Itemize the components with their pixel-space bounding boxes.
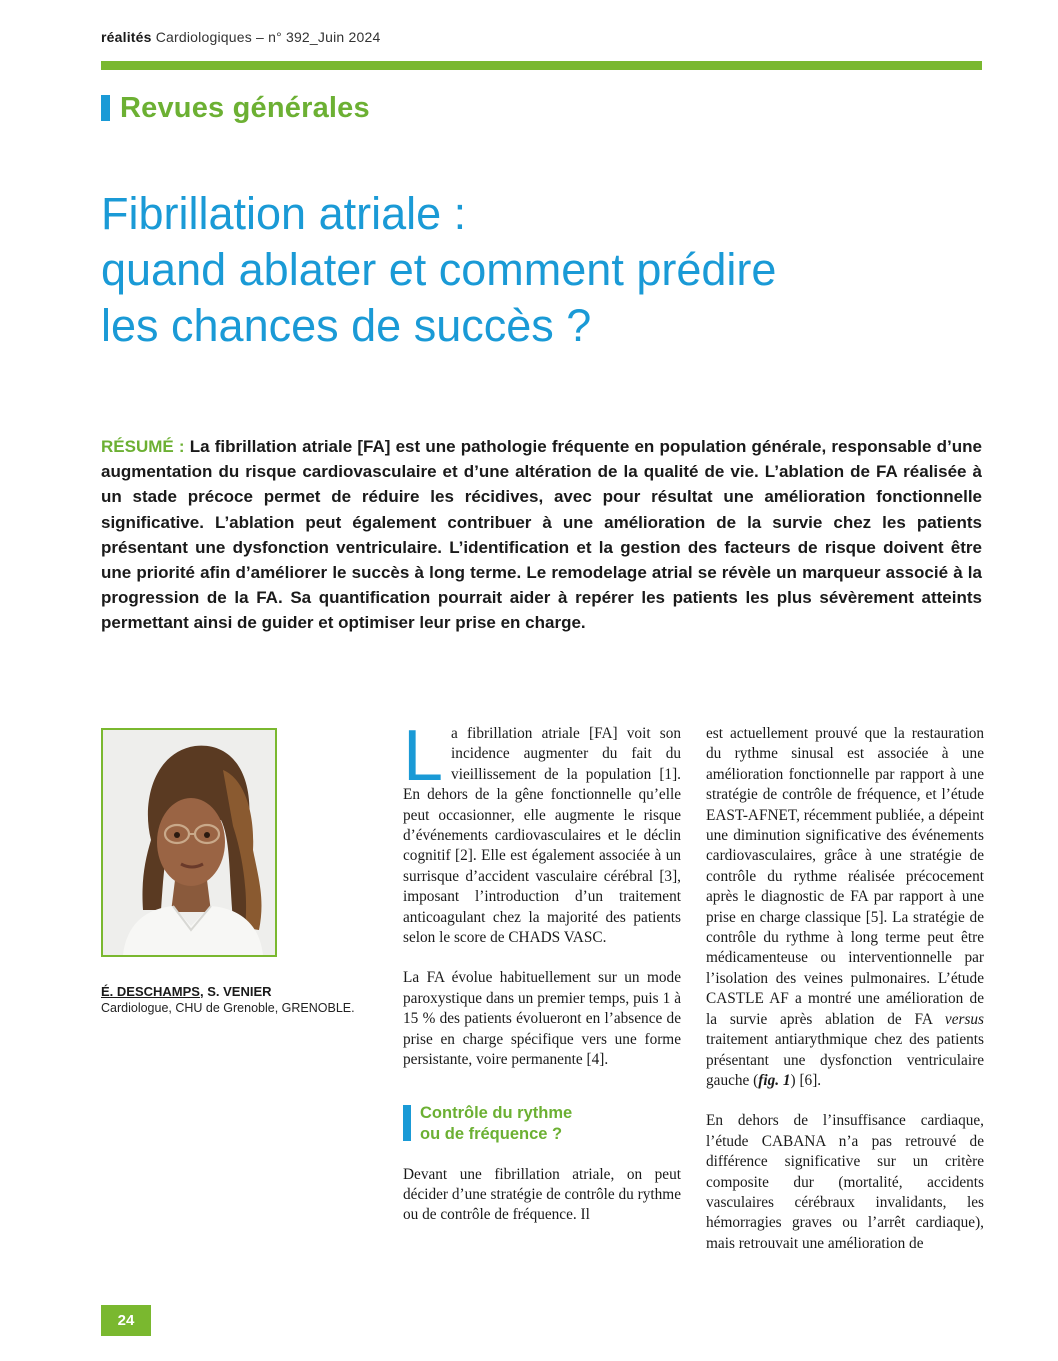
issue-info: Cardiologiques – n° 392_Juin 2024 [151, 29, 381, 45]
header-rule [101, 61, 982, 70]
section-name: Revues générales [120, 91, 370, 124]
subheading-marker [403, 1105, 411, 1141]
paragraph-text: ) [6]. [790, 1071, 822, 1089]
paragraph [403, 716, 681, 948]
paragraph: La FA évolue habituellement sur un mode paroxystique dans un premier temps, puis 1 à 15 % des patients évolueront en l’absence de prise en charge spécifique vers une forme persistante, voire permanente [4]. [403, 969, 681, 1069]
subheading-line: Contrôle du rythme [420, 1103, 573, 1122]
abstract-text: La fibrillation atriale [FA] est une pathologie fréquente en population générale, responsable d’une augmentation du risque cardiovasculaire et d’une altération de la qualité de vie. L’ablation de FA réalisée à un stade précoce permet de réduire les récidives, avec pour résultat une amélioration fonctionnelle significative. L’ablation peut également contribuer à une amélioration de la survie chez les patients présentant une dysfonction ventriculaire. L’identification et la gestion des facteurs de risque doivent être une priorité afin d’améliorer le succès à long terme. Le remodelage atrial se révèle un marqueur associé à la progression de la FA. Sa quantification pourrait aider à repérer les patients les plus sévèrement atteints permettant ainsi de guider et optimiser leur prise en charge. [101, 437, 982, 633]
italic-versus: versus [944, 1010, 984, 1028]
author-block [101, 984, 381, 1016]
author-photo [101, 728, 277, 957]
paragraph [706, 724, 984, 1091]
paragraph-text: a fibrillation atriale [FA] voit son incidence augmenter du fait du vieillissement de la population [1]. En dehors de la gêne fonctionnelle qu’elle peut occasionner, elle augmente le risque d’événements cardiovasculaires et le déclin cognitif [2]. Elle est également associée à un surrisque d’accident vasculaire cérébral [3], imposant l’introduction d’un traitement anticoagulant chez la majorité des patients selon le score de CHADS VASC. [403, 725, 681, 947]
figure-reference: fig. 1 [758, 1071, 791, 1089]
author-separator: , [199, 984, 208, 999]
abstract-label: RÉSUMÉ : [101, 437, 185, 456]
abstract [101, 434, 982, 636]
title-line: les chances de succès ? [101, 300, 592, 351]
title-line: quand ablater et comment prédire [101, 244, 777, 295]
paragraph: En dehors de l’insuffisance cardiaque, l’étude CABANA n’a pas retrouvé de différence significative sur un critère composite dur (mortalité, accidents vasculaires cérébraux invalidants, les hémorragies graves ou l’arrêt cardiaque), mais retrouvait une amélioration de [706, 1112, 984, 1252]
body-column-2 [706, 724, 984, 1254]
author-affiliation: Cardiologue, CHU de Grenoble, GRENOBLE. [101, 1001, 355, 1015]
section-marker [101, 95, 110, 121]
author-portrait-icon [103, 730, 275, 955]
section-tag [101, 91, 370, 125]
body-column-1 [403, 716, 681, 1226]
first-author: É. DESCHAMPS [101, 984, 200, 999]
title-line: Fibrillation atriale : [101, 188, 467, 239]
running-head [101, 29, 380, 45]
second-author: S. VENIER [207, 984, 272, 999]
article-title [101, 186, 961, 354]
subheading [403, 1103, 681, 1145]
journal-name: réalités [101, 29, 152, 45]
paragraph-text: est actuellement prouvé que la restauration du rythme sinusal est associée à une amélioration fonctionnelle par rapport à une stratégie de contrôle de fréquence, et l’étude EAST-AFNET, récemment publiée, a dépeint une diminution significative des événements cardiovasculaires, grâce à une stratégie de contrôle du rythme réalisée précocement après le diagnostic de FA par rapport à une prise en charge classique [5]. La stratégie de contrôle du rythme à long terme peut être médicamenteuse ou interventionnelle par l’isolation des veines pulmonaires. L’étude CASTLE AF a montré une amélioration de la survie après ablation de FA [706, 725, 984, 1028]
paragraph-text: traitement antiarythmique chez des patients présentant une dysfonction ventriculaire gauche ( [706, 1031, 984, 1089]
paragraph: Devant une fibrillation atriale, on peut décider d’une stratégie de contrôle du rythme ou de contrôle de fréquence. Il [403, 1165, 681, 1224]
page-number: 24 [101, 1305, 151, 1336]
author-names [101, 984, 381, 1000]
drop-cap: L [403, 716, 444, 796]
subheading-line: ou de fréquence ? [420, 1124, 563, 1143]
